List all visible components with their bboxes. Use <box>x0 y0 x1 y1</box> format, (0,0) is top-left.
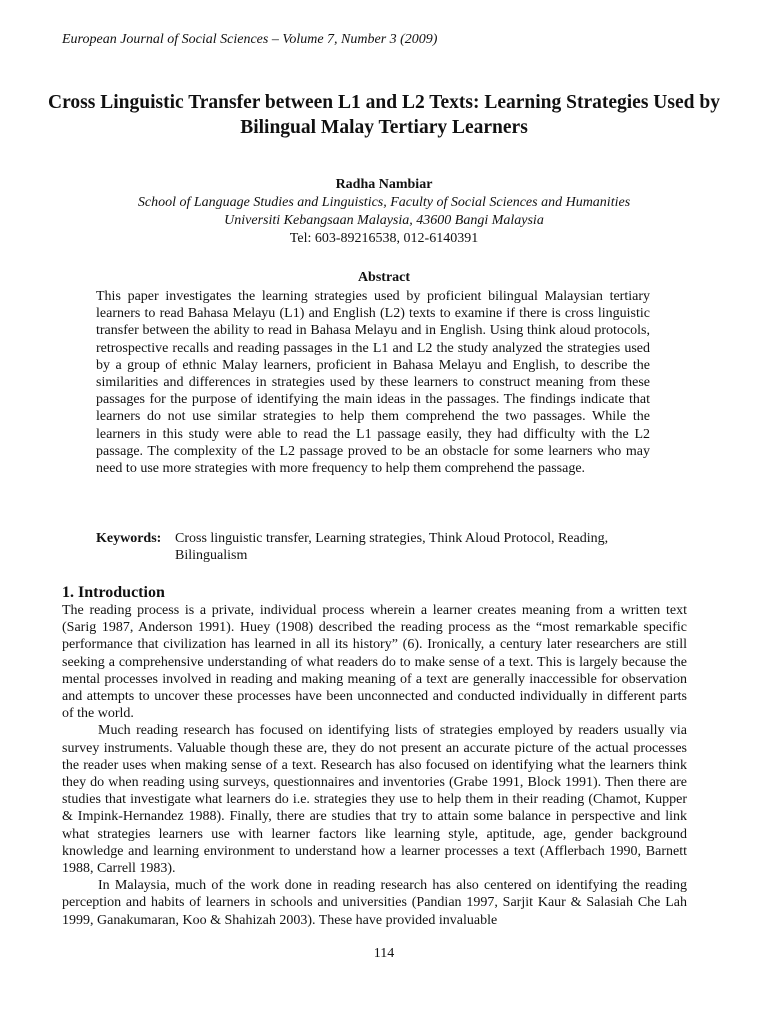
introduction-body <box>62 602 687 929</box>
abstract-text: This paper investigates the learning strategies used by proficient bilingual Malaysian tertiary learners to read Bahasa Melayu (L1) and English (L2) texts to examine if there is cross linguistic transfer between the ability to read in Bahasa Melayu and in English. Using think aloud protocols, retrospective recalls and reading passages in the L1 and L2 the study analyzed the strategies used by a group of ethnic Malay learners, proficient in Bahasa Melayu and English, to describe the similarities and differences in strategies used by these learners to construct meaning from these passages for the purpose of identifying the main ideas in the passages. The findings indicate that learners do not use similar strategies to help them comprehend the two passages. While the learners in this study were able to read the L1 passage easily, they had difficulty with the L2 passage. The complexity of the L2 passage proved to be an obstacle for some learners who may need to use more strategies with more frequency to help them comprehend the passage. <box>96 289 650 477</box>
journal-header: European Journal of Social Sciences – Volume 7, Number 3 (2009) <box>62 32 438 47</box>
abstract-heading: Abstract <box>357 270 411 285</box>
author-telephone: Tel: 603-89216538, 012-6140391 <box>289 231 479 246</box>
paragraph: The reading process is a private, individual process wherein a learner creates meaning from a written text (Sarig 1987, Anderson 1991). Huey (1908) described the reading process as the “most remarkable specific performance that civilization has learned in all its history” (6). Ironically, a century later researchers are still seeking a comprehensive understanding of what readers do to make sense of a text. This is largely because the mental processes involved in reading and making meaning of a text are generally inaccessible for observation and attempts to uncover these processes have been unconnected and conducted individually in different parts of the world. <box>62 603 687 722</box>
paragraph: Much reading research has focused on identifying lists of strategies employed by readers usually via survey instruments. Valuable though these are, they do not present an accurate picture of the actual processes the reader uses when making sense of a text. Research has also focused on identifying what the learners think they do when reading using surveys, questionnaires and inventories (Grabe 1991, Block 1991). Then there are studies that investigate what learners do i.e. strategies they use to help them in their reading (Chamot, Kupper & Impink-Hernandez 1988). Finally, there are studies that try to attain some balance in perspective and link what strategies learners use with learner factors like learning style, aptitude, age, gender background knowledge and learning environment to understand how a learner processes a text (Afflerbach 1990, Barnett 1988, Carrell 1983). <box>62 723 687 877</box>
paper-title: Cross Linguistic Transfer between L1 and L2 Texts: Learning Strategies Used by Bilingual Malay Tertiary Learners <box>48 92 720 138</box>
author-name: Radha Nambiar <box>335 177 433 192</box>
keywords-text: Cross linguistic transfer, Learning strategies, Think Aloud Protocol, Reading, Bilingualism <box>175 531 609 563</box>
author-block <box>40 176 728 248</box>
keywords <box>96 530 650 564</box>
keywords-label: Keywords: <box>96 531 162 546</box>
paragraph: In Malaysia, much of the work done in reading research has also centered on identifying the reading perception and habits of learners in schools and universities (Pandian 1997, Sarjit Kaur & Salasiah Che Lah 1999, Ganakumaran, Koo & Shahizah 2003). These have provided invaluable <box>62 878 687 928</box>
author-affiliation-2: Universiti Kebangsaan Malaysia, 43600 Bangi Malaysia <box>224 213 544 228</box>
author-affiliation-1: School of Language Studies and Linguistics, Faculty of Social Sciences and Humanities <box>137 195 631 210</box>
page-number: 114 <box>373 946 395 961</box>
section-heading-introduction: 1. Introduction <box>62 584 165 601</box>
